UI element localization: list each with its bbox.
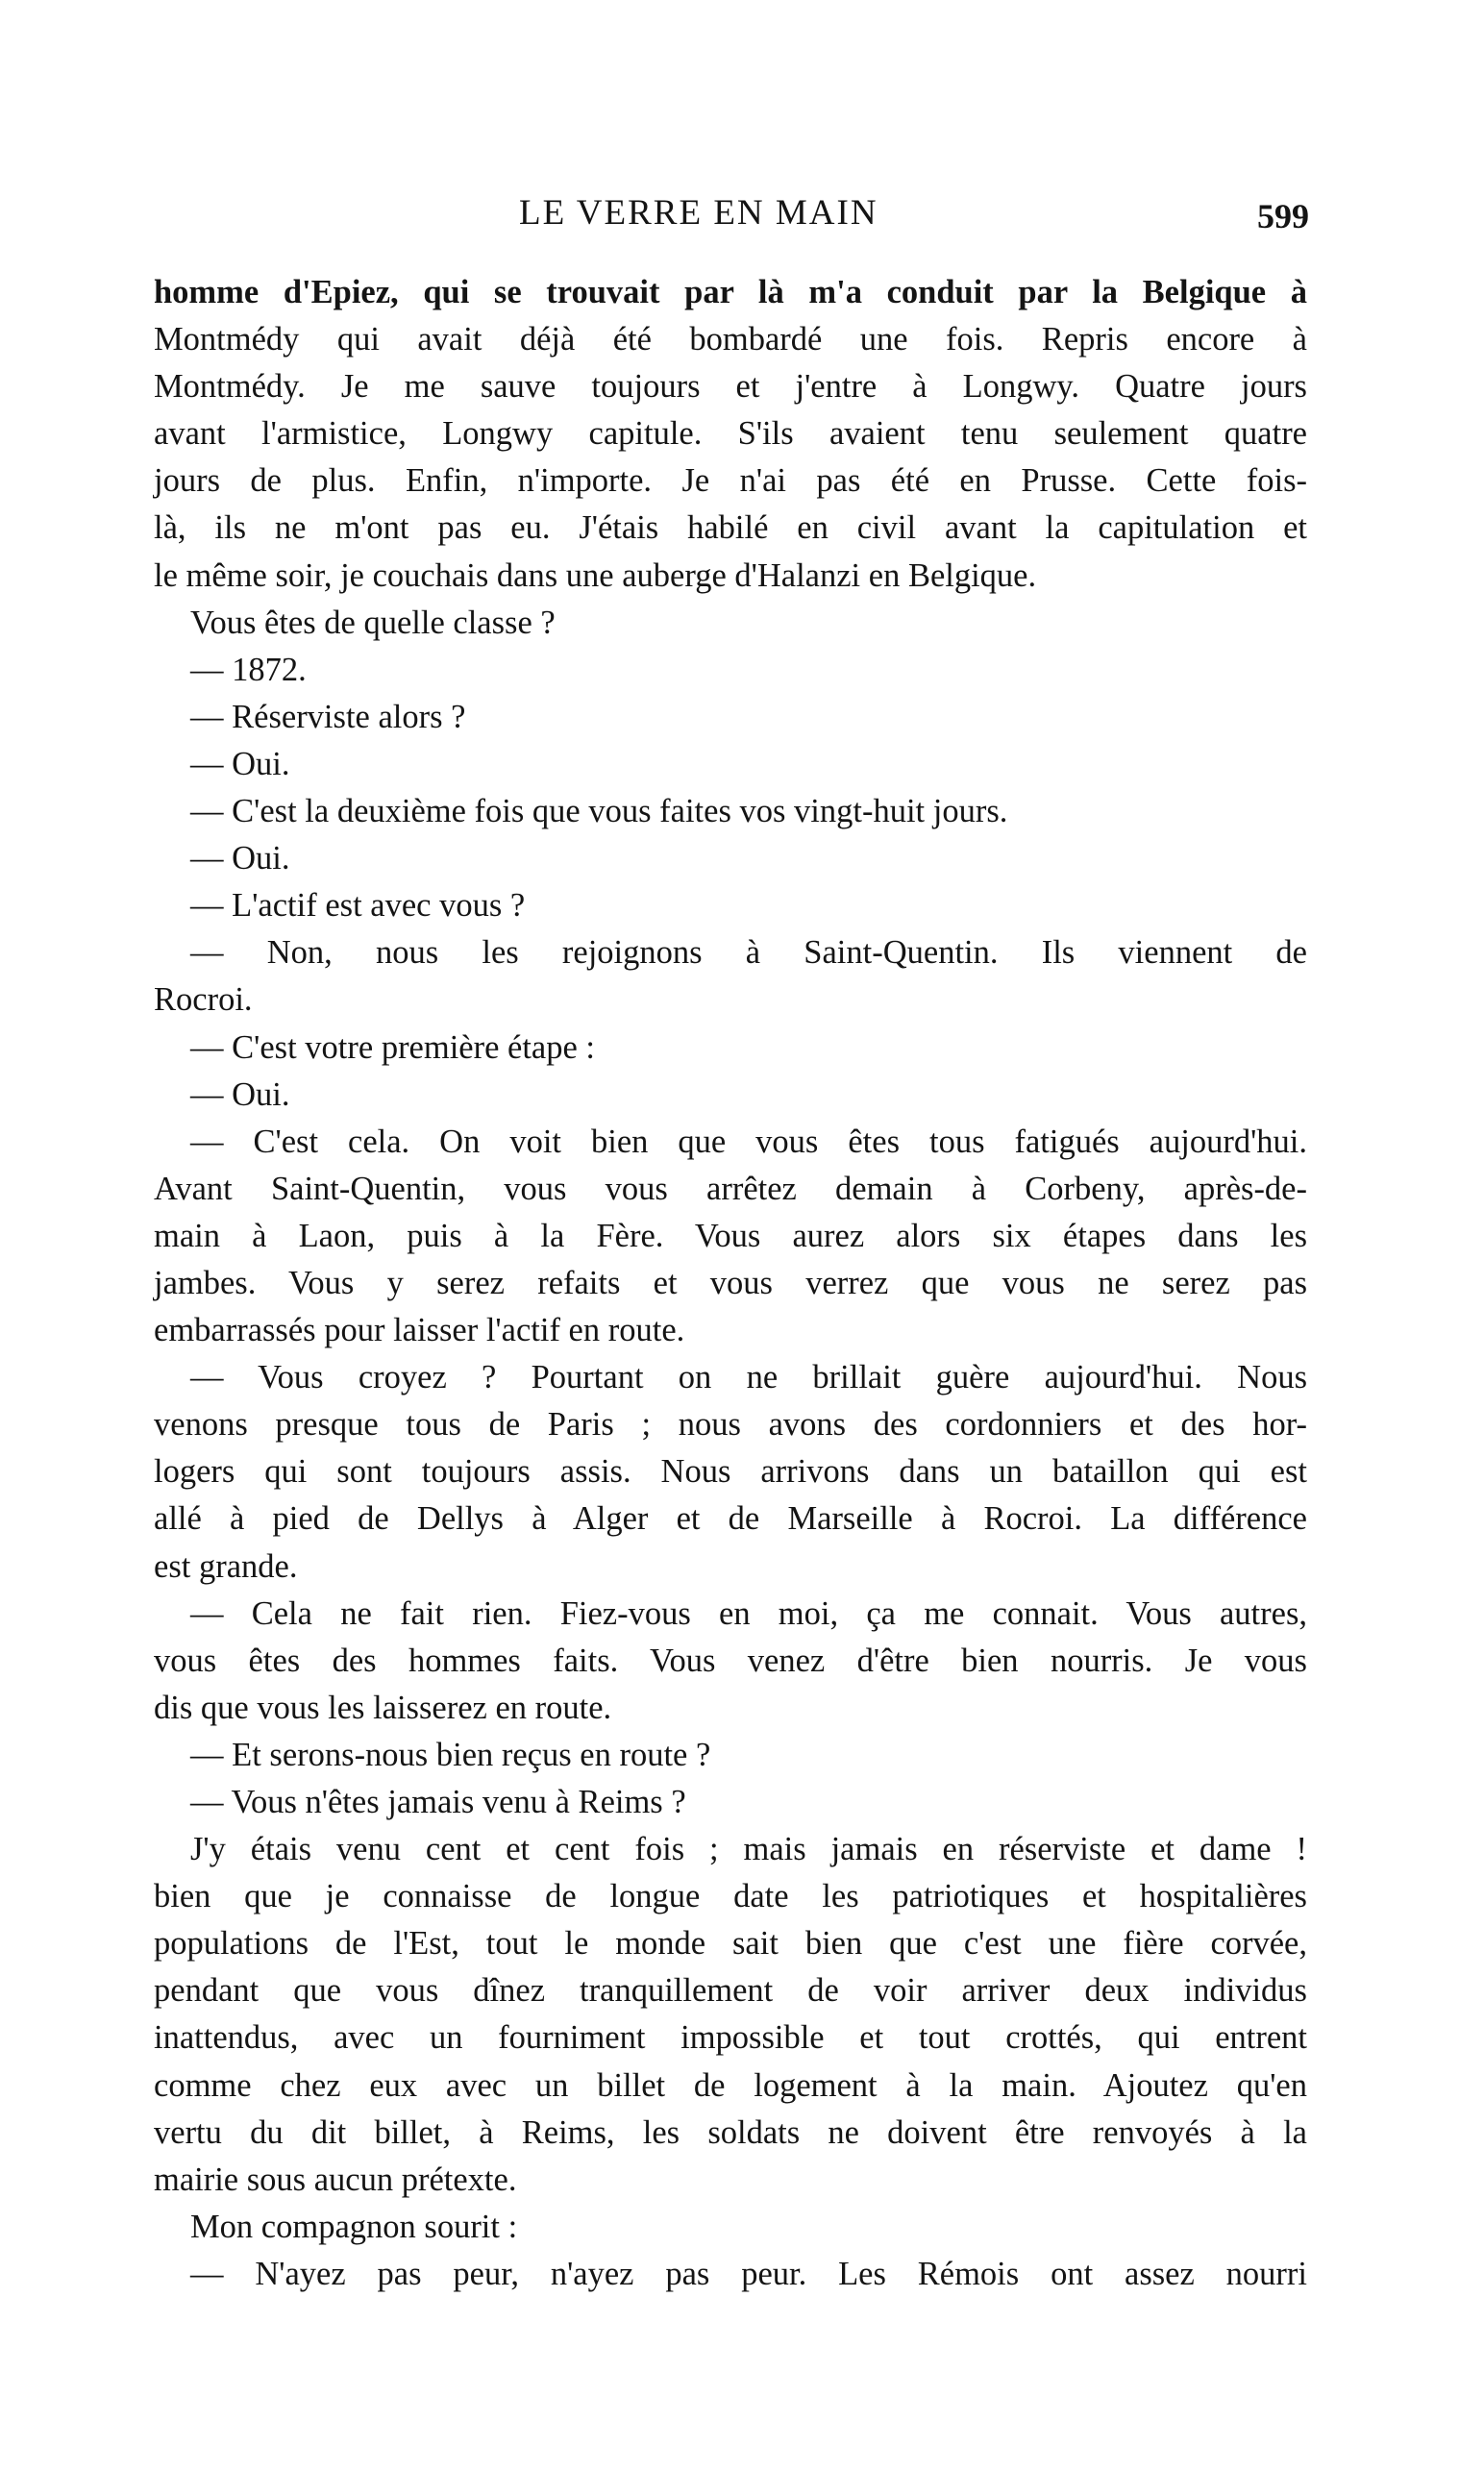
- text-line: allé à pied de Dellys à Alger et de Marseille à Rocroi. La différence: [154, 1500, 1307, 1538]
- text-line: J'y étais venu cent et cent fois ; mais jamais en réserviste et dame !: [190, 1831, 1307, 1868]
- text-line: vertu du dit billet, à Reims, les soldats ne doivent être renvoyés à la: [154, 2113, 1307, 2151]
- text-line: le même soir, je couchais dans une auberge d'Halanzi en Belgique.: [154, 556, 1037, 594]
- running-title: LE VERRE EN MAIN: [519, 193, 878, 233]
- text-line: là, ils ne m'ont pas eu. J'étais habilé en civil avant la capitulation et: [154, 509, 1307, 547]
- text-line: bien que je connaisse de longue date les patriotiques et hospitalières: [154, 1878, 1307, 1915]
- text-line: — Réserviste alors ?: [190, 698, 466, 735]
- text-line: — Oui.: [190, 1075, 290, 1113]
- text-line: Mon compagnon sourit :: [190, 2208, 518, 2245]
- text-line: — Cela ne fait rien. Fiez-vous en moi, ça me connait. Vous autres,: [190, 1594, 1307, 1632]
- text-line: est grande.: [154, 1547, 298, 1585]
- page-number: 599: [1257, 197, 1309, 235]
- text-line: — Non, nous les rejoignons à Saint-Quentin. Ils viennent de: [190, 934, 1307, 972]
- text-line: avant l'armistice, Longwy capitule. S'ils avaient tenu seulement quatre: [154, 415, 1307, 453]
- text-line: — Oui.: [190, 840, 290, 877]
- text-line: comme chez eux avec un billet de logement à la main. Ajoutez qu'en: [154, 2066, 1307, 2104]
- text-line: mairie sous aucun prétexte.: [154, 2161, 517, 2198]
- text-line: — C'est la deuxième fois que vous faites vos vingt-huit jours.: [190, 793, 1008, 830]
- text-line: — L'actif est avec vous ?: [190, 887, 526, 925]
- text-line: populations de l'Est, tout le monde sait bien que c'est une fière corvée,: [154, 1925, 1307, 1963]
- text-line: Rocroi.: [154, 981, 253, 1019]
- text-line: Avant Saint-Quentin, vous vous arrêtez demain à Corbeny, après-de-: [154, 1170, 1307, 1207]
- text-line: dis que vous les laisserez en route.: [154, 1689, 612, 1726]
- text-line: Vous êtes de quelle classe ?: [190, 604, 556, 641]
- text-line: homme d'Epiez, qui se trouvait par là m'a conduit par la Belgique à: [154, 274, 1307, 310]
- text-line: embarrassés pour laisser l'actif en route.: [154, 1312, 685, 1349]
- text-line: — C'est votre première étape :: [190, 1028, 596, 1066]
- text-line: main à Laon, puis à la Fère. Vous aurez alors six étapes dans les: [154, 1217, 1307, 1254]
- text-line: vous êtes des hommes faits. Vous venez d'être bien nourris. Je vous: [154, 1642, 1307, 1679]
- body-text: [154, 269, 1307, 2298]
- text-line: venons presque tous de Paris ; nous avons des cordonniers et des hor-: [154, 1406, 1307, 1444]
- running-header: [0, 192, 1484, 250]
- text-line: — Oui.: [190, 745, 290, 782]
- text-line: — C'est cela. On voit bien que vous êtes tous fatigués aujourd'hui.: [190, 1123, 1307, 1160]
- text-line: logers qui sont toujours assis. Nous arrivons dans un bataillon qui est: [154, 1453, 1307, 1491]
- text-line: — Et serons-nous bien reçus en route ?: [190, 1736, 711, 1773]
- text-line: jambes. Vous y serez refaits et vous verrez que vous ne serez pas: [154, 1264, 1307, 1301]
- text-line: — Vous croyez ? Pourtant on ne brillait guère aujourd'hui. Nous: [190, 1359, 1307, 1396]
- text-line: — Vous n'êtes jamais venu à Reims ?: [190, 1784, 686, 1820]
- text-line: inattendus, avec un fourniment impossible et tout crottés, qui entrent: [154, 2019, 1307, 2057]
- text-line: pendant que vous dînez tranquillement de voir arriver deux individus: [154, 1972, 1307, 2010]
- text-line: — 1872.: [190, 651, 307, 688]
- text-line: Montmédy. Je me sauve toujours et j'entre à Longwy. Quatre jours: [154, 368, 1307, 406]
- text-line: jours de plus. Enfin, n'importe. Je n'ai pas été en Prusse. Cette fois-: [154, 462, 1307, 500]
- text-line: — N'ayez pas peur, n'ayez pas peur. Les Rémois ont assez nourri: [190, 2255, 1307, 2292]
- text-line: Montmédy qui avait déjà été bombardé une fois. Repris encore à: [154, 321, 1307, 358]
